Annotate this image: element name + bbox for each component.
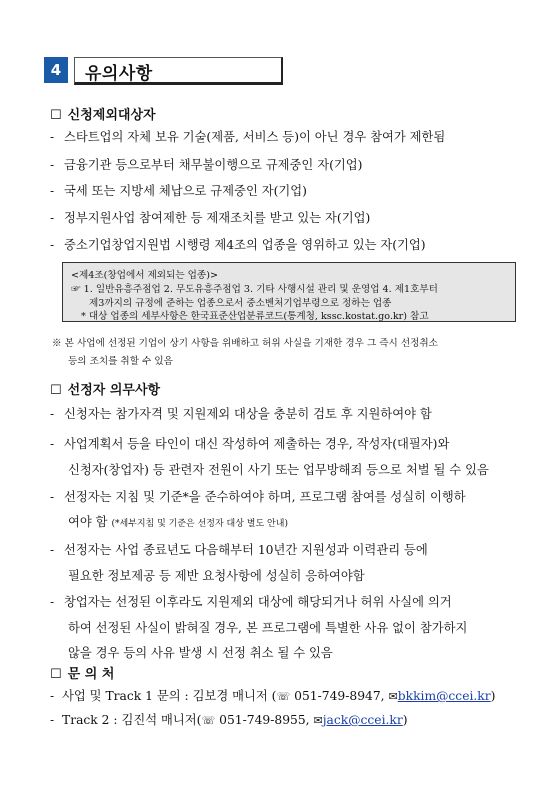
contact-phone: 051-749-8955,: [219, 713, 310, 727]
checkbox-icon: ☐: [50, 108, 62, 123]
contact-phone: 051-749-8947,: [294, 689, 385, 703]
exclusion-item: [50, 235, 426, 253]
dash-icon: -: [50, 211, 55, 225]
mail-icon: ✉: [388, 690, 398, 703]
contact-name: Track 2 : 김진석 매니저(: [62, 713, 202, 727]
exclusion-item-text: 중소기업창업지원법 시행령 제4조의 업종을 영위하고 있는 자(기업): [64, 238, 426, 252]
excluded-industries-box: [62, 262, 516, 322]
box-title: <제4조(창업에서 제외되는 업종)>: [71, 270, 218, 281]
duty-item-continued: 않을 경우 등의 사유 발생 시 선정 취소 될 수 있음: [68, 646, 333, 660]
contact-email-link[interactable]: jack@ccei.kr: [322, 713, 403, 727]
dash-icon: -: [50, 437, 55, 451]
duty-item-text: 신청자는 참가자격 및 지원제외 대상을 충분히 검토 후 지원하여야 함: [64, 407, 432, 421]
duties-heading: [50, 379, 160, 398]
section-title-box: [74, 57, 283, 85]
section-title: 유의사항: [85, 64, 153, 84]
mail-icon: ✉: [313, 714, 323, 727]
box-line: 제3까지의 규정에 준하는 업종으로서 중소벤처기업부령으로 정하는 업종: [89, 298, 392, 309]
phone-icon: ☏: [201, 714, 216, 727]
contact-heading-text: 문 의 처: [67, 667, 115, 682]
box-line: ☞ 1. 일반유흥주점업 2. 무도유흥주점업 3. 기타 사행시설 관리 및 운영업 4. 제1호부터: [71, 284, 438, 295]
exclusions-heading-text: 신청제외대상자: [67, 108, 156, 123]
contact-name: 사업 및 Track 1 문의 : 김보경 매니저 (: [62, 689, 277, 703]
exclusion-item: [50, 208, 370, 226]
duty-item-continued: 신청자(창업자) 등 관련자 전원이 사기 또는 업무방해죄 등으로 처벌 될 수 있음: [68, 463, 489, 477]
duty-item: [50, 540, 428, 558]
dash-icon: -: [50, 238, 55, 252]
checkbox-icon: ☐: [50, 667, 62, 682]
duty-item-text: 창업자는 선정된 이후라도 지원제외 대상에 해당되거나 허위 사실에 의거: [64, 595, 452, 609]
contact-heading: [50, 663, 114, 682]
dash-icon: -: [50, 184, 55, 198]
duty-item-continued: [68, 512, 288, 530]
dash-icon: -: [50, 543, 55, 557]
duty-item: [50, 404, 432, 422]
warning-note: ※ 본 사업에 선정된 기업이 상기 사항을 위배하고 허위 사실을 기재한 경우 그 즉시 선정취소: [52, 338, 438, 349]
dash-icon: -: [50, 158, 55, 172]
duty-footnote: (*세부지침 및 기준은 선정자 대상 별도 안내): [111, 519, 288, 529]
dash-icon: -: [50, 407, 55, 421]
dash-icon: -: [50, 689, 55, 703]
dash-icon: -: [50, 713, 55, 727]
duties-heading-text: 선정자 의무사항: [67, 383, 161, 398]
box-reference-note: * 대상 업종의 세부사항은 한국표준산업분류코드(통계청, kssc.kostat.go.kr) 참고: [81, 311, 429, 322]
duty-item-text: 선정자는 지침 및 기준*을 준수하여야 하며, 프로그램 참여를 성실히 이행하: [64, 490, 466, 504]
warning-note-continued: 등의 조치를 취할 수 있음: [68, 356, 173, 367]
duty-item-continued: 하여 선정된 사실이 밝혀질 경우, 본 프로그램에 특별한 사유 없이 참가하지: [68, 621, 468, 635]
duty-item-text: 선정자는 사업 종료년도 다음해부터 10년간 지원성과 이력관리 등에: [64, 543, 428, 557]
duty-item: [50, 592, 452, 610]
duty-item-text: 여야 함: [68, 515, 108, 529]
section-header: [44, 57, 282, 85]
exclusion-item-text: 정부지원사업 참여제한 등 제재조치를 받고 있는 자(기업): [64, 211, 371, 225]
dash-icon: -: [50, 490, 55, 504]
exclusion-item: [50, 127, 445, 145]
duty-item-continued: 필요한 정보제공 등 제반 요청사항에 성실히 응하여야함: [68, 569, 365, 583]
phone-icon: ☏: [276, 690, 291, 703]
contact-email-link[interactable]: bkkim@ccei.kr: [397, 689, 491, 703]
dash-icon: -: [50, 595, 55, 609]
exclusion-item: [50, 181, 307, 199]
exclusions-heading: [50, 104, 156, 123]
section-number: 4: [44, 57, 68, 83]
duty-item: [50, 487, 466, 505]
duty-item-text: 사업계획서 등을 타인이 대신 작성하여 제출하는 경우, 작성자(대필자)와: [64, 437, 450, 451]
checkbox-icon: ☐: [50, 383, 62, 398]
dash-icon: -: [50, 130, 55, 144]
exclusion-item-text: 금융기관 등으로부터 채무불이행으로 규제중인 자(기업): [64, 158, 363, 172]
contact-line: - Track 2 : 김진석 매니저(☏ 051-749-8955, ✉jack@ccei.kr): [50, 713, 408, 727]
exclusion-item-text: 국세 또는 지방세 체납으로 규제중인 자(기업): [64, 184, 307, 198]
exclusion-item: [50, 155, 362, 173]
exclusion-item-text: 스타트업의 자체 보유 기술(제품, 서비스 등)이 아닌 경우 참여가 제한됨: [64, 130, 446, 144]
duty-item: [50, 434, 449, 452]
contact-line: - 사업 및 Track 1 문의 : 김보경 매니저 (☏ 051-749-8947, ✉bkkim@ccei.kr): [50, 689, 496, 703]
